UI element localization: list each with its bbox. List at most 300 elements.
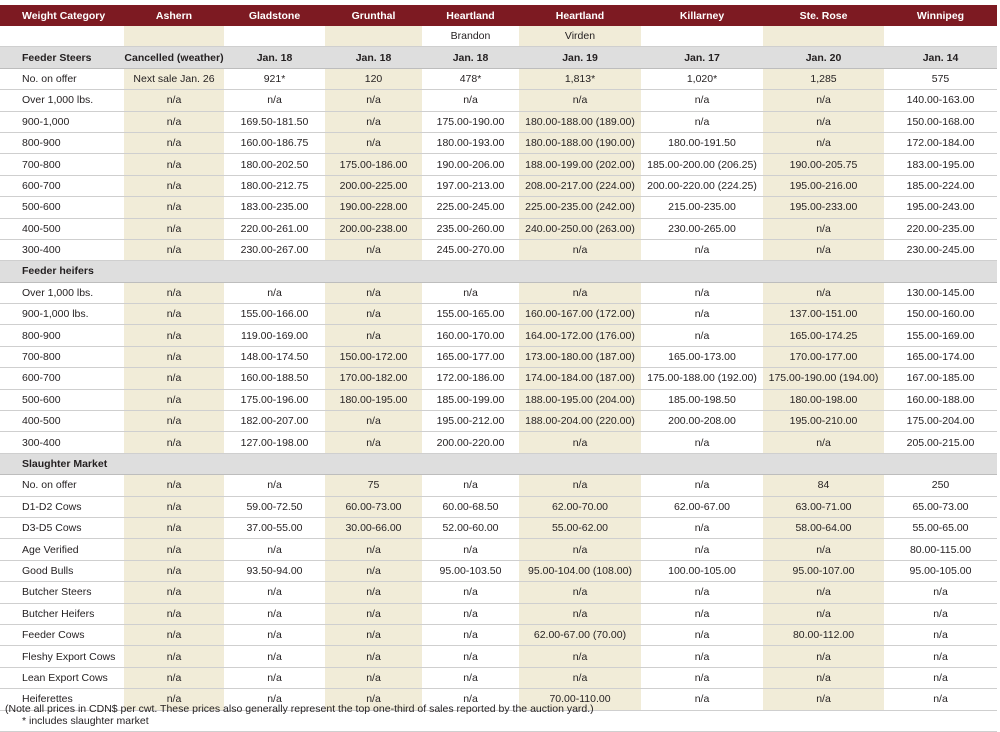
price-cell: 140.00-163.00 <box>884 90 997 111</box>
row-label: 400-500 <box>0 218 124 239</box>
section-header-row <box>0 47 997 68</box>
price-cell: 62.00-70.00 <box>519 496 641 517</box>
table-row <box>0 218 997 239</box>
section-cell <box>884 453 997 474</box>
price-cell: 95.00-107.00 <box>763 560 884 581</box>
price-cell: 95.00-105.00 <box>884 560 997 581</box>
price-cell: n/a <box>224 624 325 645</box>
price-cell: n/a <box>325 539 422 560</box>
price-cell: 180.00-193.00 <box>422 132 519 153</box>
price-cell: n/a <box>124 154 224 175</box>
price-cell: n/a <box>763 539 884 560</box>
price-cell: n/a <box>124 218 224 239</box>
table-body <box>0 26 997 731</box>
price-cell: n/a <box>224 539 325 560</box>
price-cell: 155.00-169.00 <box>884 325 997 346</box>
price-cell: n/a <box>325 111 422 132</box>
col-header-weight-category: Weight Category <box>0 5 124 26</box>
section-title: Feeder Steers <box>0 47 124 68</box>
price-cell: 188.00-199.00 (202.00) <box>519 154 641 175</box>
col-header-ste-rose: Ste. Rose <box>763 5 884 26</box>
price-cell: 220.00-261.00 <box>224 218 325 239</box>
price-cell: 230.00-245.00 <box>884 239 997 260</box>
price-cell: 188.00-195.00 (204.00) <box>519 389 641 410</box>
price-cell: n/a <box>763 689 884 710</box>
price-cell: n/a <box>641 603 763 624</box>
price-cell: n/a <box>422 624 519 645</box>
price-cell: n/a <box>884 582 997 603</box>
sale-date: Cancelled (weather) <box>124 47 224 68</box>
row-label: Over 1,000 lbs. <box>0 282 124 303</box>
sale-date: Jan. 19 <box>519 47 641 68</box>
price-cell: n/a <box>422 689 519 710</box>
price-cell: 215.00-235.00 <box>641 197 763 218</box>
price-cell: 150.00-168.00 <box>884 111 997 132</box>
col-header-killarney: Killarney <box>641 5 763 26</box>
price-cell: n/a <box>325 582 422 603</box>
row-label: 500-600 <box>0 389 124 410</box>
subheader-location-virden: Virden <box>519 26 641 47</box>
subheader-cell <box>325 26 422 47</box>
price-cell: n/a <box>641 582 763 603</box>
price-cell: 165.00-173.00 <box>641 346 763 367</box>
price-cell: n/a <box>124 346 224 367</box>
price-cell: n/a <box>519 603 641 624</box>
price-cell: 190.00-228.00 <box>325 197 422 218</box>
price-cell: n/a <box>124 175 224 196</box>
price-cell: n/a <box>124 411 224 432</box>
price-cell: 183.00-195.00 <box>884 154 997 175</box>
price-cell: n/a <box>124 132 224 153</box>
row-label: D1-D2 Cows <box>0 496 124 517</box>
price-cell: n/a <box>422 582 519 603</box>
sale-date: Jan. 18 <box>325 47 422 68</box>
price-cell: n/a <box>124 496 224 517</box>
sale-date: Jan. 14 <box>884 47 997 68</box>
price-cell: n/a <box>763 90 884 111</box>
price-cell: n/a <box>325 646 422 667</box>
price-cell: n/a <box>124 325 224 346</box>
price-cell: 170.00-177.00 <box>763 346 884 367</box>
table-row <box>0 111 997 132</box>
price-cell: 160.00-167.00 (172.00) <box>519 304 641 325</box>
table-row <box>0 304 997 325</box>
price-cell: n/a <box>641 90 763 111</box>
subheader-cell <box>641 26 763 47</box>
price-cell: 165.00-174.25 <box>763 325 884 346</box>
col-header-grunthal: Grunthal <box>325 5 422 26</box>
section-cell <box>325 261 422 282</box>
col-header-ashern: Ashern <box>124 5 224 26</box>
section-header-row <box>0 453 997 474</box>
section-cell <box>641 261 763 282</box>
table-row <box>0 667 997 688</box>
subheader-row <box>0 26 997 47</box>
price-cell: 180.00-195.00 <box>325 389 422 410</box>
price-cell: 170.00-182.00 <box>325 368 422 389</box>
price-cell: n/a <box>224 603 325 624</box>
price-cell: n/a <box>124 304 224 325</box>
price-cell: n/a <box>124 689 224 710</box>
row-label: Age Verified <box>0 539 124 560</box>
price-cell: n/a <box>641 111 763 132</box>
price-cell: 148.00-174.50 <box>224 346 325 367</box>
price-cell: n/a <box>763 646 884 667</box>
price-cell: n/a <box>422 539 519 560</box>
price-cell: n/a <box>224 582 325 603</box>
price-cell: 175.00-190.00 (194.00) <box>763 368 884 389</box>
price-cell: n/a <box>519 475 641 496</box>
table-row <box>0 603 997 624</box>
price-cell: n/a <box>422 646 519 667</box>
price-cell: 65.00-73.00 <box>884 496 997 517</box>
price-cell: n/a <box>641 432 763 453</box>
price-cell: 167.00-185.00 <box>884 368 997 389</box>
price-cell: 175.00-188.00 (192.00) <box>641 368 763 389</box>
price-cell: n/a <box>519 539 641 560</box>
price-cell: n/a <box>884 689 997 710</box>
price-cell: 200.00-225.00 <box>325 175 422 196</box>
row-label: 600-700 <box>0 368 124 389</box>
table-row <box>0 582 997 603</box>
price-cell: 195.00-243.00 <box>884 197 997 218</box>
price-cell: 200.00-220.00 <box>422 432 519 453</box>
price-cell: 185.00-224.00 <box>884 175 997 196</box>
price-cell: n/a <box>124 282 224 303</box>
price-cell: 185.00-199.00 <box>422 389 519 410</box>
price-cell: 130.00-145.00 <box>884 282 997 303</box>
section-cell <box>422 261 519 282</box>
price-cell: n/a <box>224 475 325 496</box>
section-cell <box>224 261 325 282</box>
table-row <box>0 68 997 89</box>
price-cell: 185.00-198.50 <box>641 389 763 410</box>
price-cell: n/a <box>641 624 763 645</box>
price-cell: n/a <box>325 132 422 153</box>
row-label: Butcher Steers <box>0 582 124 603</box>
price-cell: 183.00-235.00 <box>224 197 325 218</box>
price-cell: 169.50-181.50 <box>224 111 325 132</box>
row-label: 500-600 <box>0 197 124 218</box>
price-cell: 120 <box>325 68 422 89</box>
price-cell: n/a <box>641 304 763 325</box>
price-cell: 95.00-104.00 (108.00) <box>519 560 641 581</box>
row-label: Heiferettes <box>0 689 124 710</box>
price-cell: n/a <box>763 603 884 624</box>
price-cell: n/a <box>124 389 224 410</box>
price-cell: n/a <box>641 517 763 538</box>
price-cell: 59.00-72.50 <box>224 496 325 517</box>
price-cell: n/a <box>519 582 641 603</box>
price-cell: 195.00-210.00 <box>763 411 884 432</box>
row-label: 400-500 <box>0 411 124 432</box>
row-label: No. on offer <box>0 475 124 496</box>
price-cell: n/a <box>422 282 519 303</box>
price-cell: n/a <box>224 646 325 667</box>
price-cell: n/a <box>124 239 224 260</box>
price-cell: n/a <box>325 624 422 645</box>
price-cell: 200.00-220.00 (224.25) <box>641 175 763 196</box>
price-cell: 245.00-270.00 <box>422 239 519 260</box>
table-row <box>0 282 997 303</box>
subheader-cell <box>0 26 124 47</box>
price-cell: 155.00-165.00 <box>422 304 519 325</box>
price-cell: n/a <box>325 689 422 710</box>
subheader-cell <box>884 26 997 47</box>
price-cell: 173.00-180.00 (187.00) <box>519 346 641 367</box>
price-cell: 1,813* <box>519 68 641 89</box>
price-cell: 220.00-235.00 <box>884 218 997 239</box>
price-cell: n/a <box>325 90 422 111</box>
price-cell: 230.00-267.00 <box>224 239 325 260</box>
price-cell: n/a <box>641 667 763 688</box>
price-cell: 195.00-233.00 <box>763 197 884 218</box>
table-row <box>0 197 997 218</box>
price-cell: 75 <box>325 475 422 496</box>
price-cell: n/a <box>763 132 884 153</box>
price-cell: n/a <box>224 689 325 710</box>
price-cell: 80.00-115.00 <box>884 539 997 560</box>
price-cell: n/a <box>124 90 224 111</box>
price-cell: 62.00-67.00 (70.00) <box>519 624 641 645</box>
price-cell: n/a <box>124 432 224 453</box>
section-header-row <box>0 261 997 282</box>
table-row <box>0 539 997 560</box>
price-cell: n/a <box>325 667 422 688</box>
price-cell: 165.00-174.00 <box>884 346 997 367</box>
price-cell: 250 <box>884 475 997 496</box>
price-cell: n/a <box>641 646 763 667</box>
section-cell <box>884 261 997 282</box>
col-header-gladstone: Gladstone <box>224 5 325 26</box>
price-cell: 180.00-202.50 <box>224 154 325 175</box>
price-cell: n/a <box>519 646 641 667</box>
price-cell: n/a <box>124 603 224 624</box>
sale-date: Jan. 17 <box>641 47 763 68</box>
price-cell: n/a <box>763 239 884 260</box>
price-cell: n/a <box>325 432 422 453</box>
price-cell: 175.00-196.00 <box>224 389 325 410</box>
price-cell: 205.00-215.00 <box>884 432 997 453</box>
price-cell: n/a <box>124 517 224 538</box>
price-cell: n/a <box>224 667 325 688</box>
price-cell: 1,020* <box>641 68 763 89</box>
price-cell: n/a <box>422 603 519 624</box>
row-label: Fleshy Export Cows <box>0 646 124 667</box>
row-label: Feeder Cows <box>0 624 124 645</box>
price-cell: n/a <box>422 667 519 688</box>
price-cell: 62.00-67.00 <box>641 496 763 517</box>
price-cell: n/a <box>422 90 519 111</box>
price-cell: n/a <box>884 603 997 624</box>
price-cell: 190.00-205.75 <box>763 154 884 175</box>
price-cell: 95.00-103.50 <box>422 560 519 581</box>
price-cell: 100.00-105.00 <box>641 560 763 581</box>
sale-date: Jan. 20 <box>763 47 884 68</box>
row-label: Butcher Heifers <box>0 603 124 624</box>
row-label: 700-800 <box>0 346 124 367</box>
price-cell: 225.00-245.00 <box>422 197 519 218</box>
row-label: Over 1,000 lbs. <box>0 90 124 111</box>
section-cell <box>325 453 422 474</box>
sale-date: Jan. 18 <box>224 47 325 68</box>
price-cell: n/a <box>519 239 641 260</box>
price-cell: 150.00-172.00 <box>325 346 422 367</box>
price-cell: n/a <box>124 624 224 645</box>
price-cell: 30.00-66.00 <box>325 517 422 538</box>
price-cell: 185.00-200.00 (206.25) <box>641 154 763 175</box>
price-cell: 60.00-68.50 <box>422 496 519 517</box>
section-cell <box>763 453 884 474</box>
table-row <box>0 496 997 517</box>
table-row <box>0 517 997 538</box>
section-cell <box>763 261 884 282</box>
row-label: Good Bulls <box>0 560 124 581</box>
price-cell: n/a <box>763 218 884 239</box>
subheader-location-brandon: Brandon <box>422 26 519 47</box>
header-row <box>0 5 997 26</box>
col-header-heartland-virden: Heartland <box>519 5 641 26</box>
row-label: 800-900 <box>0 325 124 346</box>
table-row <box>0 239 997 260</box>
row-label: 600-700 <box>0 175 124 196</box>
price-cell: 174.00-184.00 (187.00) <box>519 368 641 389</box>
price-cell: n/a <box>641 282 763 303</box>
price-cell: n/a <box>884 624 997 645</box>
price-cell: 235.00-260.00 <box>422 218 519 239</box>
price-cell: 195.00-216.00 <box>763 175 884 196</box>
price-cell: n/a <box>519 282 641 303</box>
price-cell: 478* <box>422 68 519 89</box>
price-cell: 93.50-94.00 <box>224 560 325 581</box>
price-cell: 200.00-208.00 <box>641 411 763 432</box>
price-cell: 155.00-166.00 <box>224 304 325 325</box>
price-cell: 137.00-151.00 <box>763 304 884 325</box>
price-cell: 80.00-112.00 <box>763 624 884 645</box>
price-cell: 60.00-73.00 <box>325 496 422 517</box>
table-row <box>0 432 997 453</box>
price-cell: n/a <box>763 667 884 688</box>
section-cell <box>641 453 763 474</box>
table-row <box>0 325 997 346</box>
row-label: 300-400 <box>0 432 124 453</box>
price-cell: 119.00-169.00 <box>224 325 325 346</box>
price-cell: 160.00-188.00 <box>884 389 997 410</box>
subheader-cell <box>124 26 224 47</box>
table-row <box>0 389 997 410</box>
price-cell: n/a <box>641 475 763 496</box>
price-cell: 188.00-204.00 (220.00) <box>519 411 641 432</box>
section-cell <box>124 453 224 474</box>
price-cell: 70.00-110.00 <box>519 689 641 710</box>
price-cell: n/a <box>124 368 224 389</box>
row-label: 300-400 <box>0 239 124 260</box>
price-cell: 175.00-204.00 <box>884 411 997 432</box>
price-cell: 160.00-170.00 <box>422 325 519 346</box>
table-row <box>0 90 997 111</box>
price-cell: 55.00-65.00 <box>884 517 997 538</box>
price-cell: n/a <box>124 539 224 560</box>
price-cell: 175.00-190.00 <box>422 111 519 132</box>
price-cell: 180.00-188.00 (189.00) <box>519 111 641 132</box>
price-cell: 180.00-212.75 <box>224 175 325 196</box>
price-cell: 58.00-64.00 <box>763 517 884 538</box>
price-cell: 1,285 <box>763 68 884 89</box>
price-cell: n/a <box>763 432 884 453</box>
row-label: 900-1,000 <box>0 111 124 132</box>
price-cell: 230.00-265.00 <box>641 218 763 239</box>
price-cell: n/a <box>641 689 763 710</box>
price-cell: n/a <box>422 475 519 496</box>
table-row <box>0 411 997 432</box>
price-cell: 160.00-188.50 <box>224 368 325 389</box>
section-cell <box>519 261 641 282</box>
price-cell: 182.00-207.00 <box>224 411 325 432</box>
price-cell: n/a <box>763 111 884 132</box>
price-cell: n/a <box>763 582 884 603</box>
table-row <box>0 624 997 645</box>
section-title: Feeder heifers <box>0 261 124 282</box>
price-cell: 127.00-198.00 <box>224 432 325 453</box>
price-cell: 172.00-184.00 <box>884 132 997 153</box>
price-cell: n/a <box>325 603 422 624</box>
table-row <box>0 346 997 367</box>
section-cell <box>519 453 641 474</box>
row-label: 900-1,000 lbs. <box>0 304 124 325</box>
price-cell: 575 <box>884 68 997 89</box>
price-cell: n/a <box>884 646 997 667</box>
price-cell: 200.00-238.00 <box>325 218 422 239</box>
table-row <box>0 154 997 175</box>
price-cell: n/a <box>224 282 325 303</box>
price-cell: n/a <box>519 432 641 453</box>
price-cell: 197.00-213.00 <box>422 175 519 196</box>
price-cell: 180.00-198.00 <box>763 389 884 410</box>
price-cell: 165.00-177.00 <box>422 346 519 367</box>
price-cell: n/a <box>641 539 763 560</box>
row-label: D3-D5 Cows <box>0 517 124 538</box>
price-cell: n/a <box>124 197 224 218</box>
col-header-winnipeg: Winnipeg <box>884 5 997 26</box>
row-label: 700-800 <box>0 154 124 175</box>
price-note: (Note all prices in CDN$ per cwt. These prices also generally represent the top one-third of sales reported by the auction yard.) <box>5 703 594 715</box>
price-cell: 37.00-55.00 <box>224 517 325 538</box>
section-title: Slaughter Market <box>0 453 124 474</box>
price-cell: 240.00-250.00 (263.00) <box>519 218 641 239</box>
price-cell: n/a <box>124 560 224 581</box>
price-cell: n/a <box>325 411 422 432</box>
table-row <box>0 368 997 389</box>
price-cell: n/a <box>124 475 224 496</box>
section-cell <box>224 453 325 474</box>
price-cell: 84 <box>763 475 884 496</box>
price-cell: 52.00-60.00 <box>422 517 519 538</box>
price-cell: n/a <box>325 239 422 260</box>
row-label: Lean Export Cows <box>0 667 124 688</box>
price-cell: 160.00-186.75 <box>224 132 325 153</box>
subheader-cell <box>763 26 884 47</box>
price-cell: 150.00-160.00 <box>884 304 997 325</box>
price-cell: n/a <box>124 667 224 688</box>
table-row <box>0 560 997 581</box>
price-cell: 172.00-186.00 <box>422 368 519 389</box>
price-cell: n/a <box>763 282 884 303</box>
price-cell: 208.00-217.00 (224.00) <box>519 175 641 196</box>
price-cell: n/a <box>224 90 325 111</box>
price-cell: 195.00-212.00 <box>422 411 519 432</box>
footnote: * includes slaughter market <box>0 710 997 731</box>
price-cell: 55.00-62.00 <box>519 517 641 538</box>
